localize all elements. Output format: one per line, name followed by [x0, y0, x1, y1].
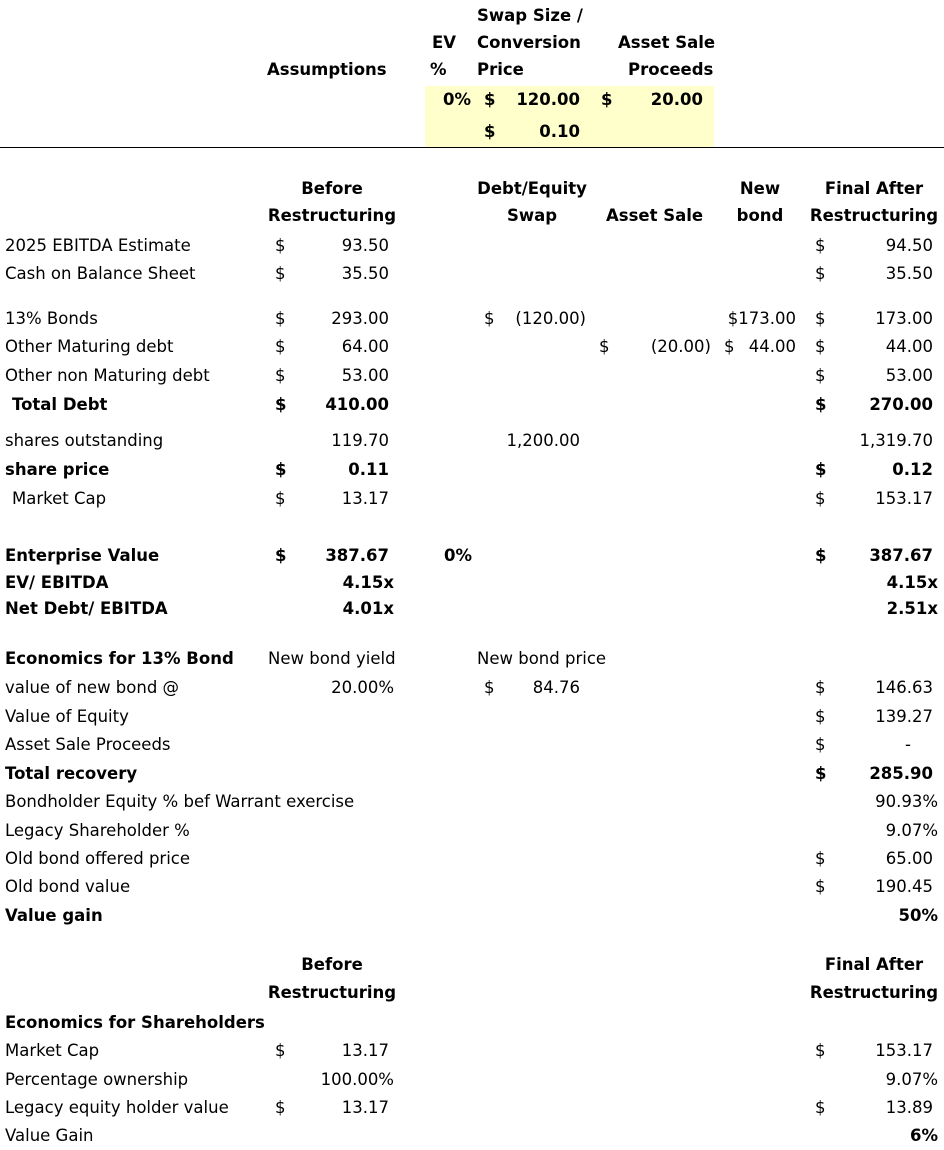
shareholder-economics-title: Economics for Shareholders [5, 1013, 265, 1032]
sh-col-final-line2: Restructuring [809, 983, 939, 1002]
currency-symbol: $ [275, 395, 287, 414]
currency-symbol: $ [815, 849, 826, 868]
row-label: Cash on Balance Sheet [5, 264, 196, 283]
row-label: Value Gain [5, 1126, 94, 1145]
row-label: Market Cap [12, 489, 107, 508]
cell-before: 100.00% [320, 1070, 394, 1089]
currency-symbol: $ [815, 764, 827, 783]
cell-final: 4.15x [886, 573, 938, 592]
cell-final: 173.00 [875, 309, 933, 328]
currency-symbol: $ [275, 1041, 286, 1060]
cell-final: 50% [898, 906, 938, 925]
header-swap-line2: Conversion [477, 33, 581, 52]
new-bond-yield-label: New bond yield [268, 649, 396, 668]
cell-final: 94.50 [885, 236, 933, 255]
assumption-asset-currency: $ [601, 90, 613, 109]
row-label: Legacy equity holder value [5, 1098, 229, 1117]
row-label: Old bond value [5, 877, 131, 896]
currency-symbol: $ [815, 1041, 826, 1060]
row-label: Total recovery [5, 764, 138, 783]
row-label: Total Debt [12, 395, 108, 414]
cell-final: 285.90 [869, 764, 933, 783]
currency-symbol: $ [275, 1098, 286, 1117]
row-label: Net Debt/ EBITDA [5, 599, 168, 618]
assumption-asset-sale[interactable]: 20.00 [650, 90, 703, 109]
cell-before: 119.70 [331, 431, 389, 450]
header-ev-line2: % [430, 60, 447, 79]
col-asset: Asset Sale [606, 206, 704, 225]
cell-before: 13.17 [341, 1098, 389, 1117]
cell-final: 9.07% [885, 1070, 938, 1089]
cell-final: 139.27 [875, 707, 933, 726]
cell-before: 64.00 [341, 337, 389, 356]
currency-symbol: $ [599, 337, 610, 356]
new-bond-price-label: New bond price [477, 649, 607, 668]
currency-symbol: $ [815, 366, 826, 385]
currency-symbol: $ [275, 546, 287, 565]
assumption-conversion-price[interactable]: 0.10 [539, 122, 580, 141]
row-label: Bondholder Equity % bef Warrant exercise [5, 792, 355, 811]
currency-symbol: $ [815, 735, 826, 754]
cell-final: 2.51x [886, 599, 938, 618]
col-final-line1: Final After [824, 179, 924, 198]
cell-newbond: $173.00 [727, 309, 796, 328]
cell-swap: (120.00) [515, 309, 586, 328]
currency-symbol: $ [275, 337, 286, 356]
cell-final: 190.45 [875, 877, 933, 896]
col-newbond-line1: New [739, 179, 781, 198]
cell-final: 153.17 [875, 489, 933, 508]
cell-before: 0.11 [348, 460, 389, 479]
cell-final: 65.00 [885, 849, 933, 868]
row-label: share price [5, 460, 110, 479]
cell-final: 35.50 [885, 264, 933, 283]
row-label: Market Cap [5, 1041, 100, 1060]
col-before-line2: Restructuring [267, 206, 397, 225]
cell-final: 6% [909, 1126, 938, 1145]
row-label: Value gain [5, 906, 103, 925]
cell-before: 35.50 [341, 264, 389, 283]
cell-ev-pct: 0% [444, 546, 473, 565]
currency-symbol: $ [484, 309, 495, 328]
cell-before: 93.50 [341, 236, 389, 255]
col-swap-line1: Debt/Equity [477, 179, 587, 198]
currency-symbol: $ [275, 489, 286, 508]
currency-symbol: $ [275, 460, 287, 479]
row-label: 2025 EBITDA Estimate [5, 236, 191, 255]
cell-before: 53.00 [341, 366, 389, 385]
cell-before: 13.17 [341, 489, 389, 508]
currency-symbol: $ [484, 678, 495, 697]
cell-before: 4.01x [342, 599, 394, 618]
currency-symbol: $ [275, 264, 286, 283]
cell-final: 270.00 [869, 395, 933, 414]
currency-symbol: $ [815, 236, 826, 255]
currency-symbol: $ [815, 489, 826, 508]
assumption-swap-size[interactable]: 120.00 [516, 90, 580, 109]
cell-final: 9.07% [885, 821, 938, 840]
assumption-ev-pct[interactable]: 0% [442, 90, 471, 109]
header-asset-line2: Proceeds [628, 60, 714, 79]
row-label: Percentage ownership [5, 1070, 189, 1089]
cell-final: 1,319.70 [859, 431, 933, 450]
cell-price: 84.76 [532, 678, 580, 697]
cell-before: 13.17 [341, 1041, 389, 1060]
bond-economics-title: Economics for 13% Bond [5, 649, 234, 668]
currency-symbol: $ [815, 309, 826, 328]
row-label: 13% Bonds [5, 309, 98, 328]
currency-symbol: $ [275, 236, 286, 255]
cell-final: 387.67 [869, 546, 933, 565]
currency-symbol: $ [815, 395, 827, 414]
cell-final: - [905, 735, 911, 754]
currency-symbol: $ [275, 366, 286, 385]
row-label: Enterprise Value [5, 546, 160, 565]
currency-symbol: $ [815, 877, 826, 896]
currency-symbol: $ [815, 460, 827, 479]
row-label: Asset Sale Proceeds [5, 735, 171, 754]
cell-before: 387.67 [325, 546, 389, 565]
currency-symbol: $ [724, 337, 735, 356]
currency-symbol: $ [815, 337, 826, 356]
header-swap-line3: Price [477, 60, 524, 79]
row-label: value of new bond @ [5, 678, 180, 697]
col-swap-line2: Swap [506, 206, 558, 225]
cell-before: 293.00 [331, 309, 389, 328]
cell-yield: 20.00% [331, 678, 394, 697]
currency-symbol: $ [815, 264, 826, 283]
cell-final: 146.63 [875, 678, 933, 697]
row-label: Value of Equity [5, 707, 129, 726]
cell-final: 153.17 [875, 1041, 933, 1060]
assumptions-label: Assumptions [267, 60, 387, 79]
cell-final: 53.00 [885, 366, 933, 385]
row-label: shares outstanding [5, 431, 164, 450]
currency-symbol: $ [815, 546, 827, 565]
cell-newbond: 44.00 [748, 337, 796, 356]
header-asset-line1: Asset Sale [618, 33, 716, 52]
cell-final: 90.93% [875, 792, 938, 811]
cell-before: 4.15x [342, 573, 394, 592]
row-label: Old bond offered price [5, 849, 191, 868]
col-before-line1: Before [301, 179, 363, 198]
assumption-price-currency: $ [484, 122, 496, 141]
cell-final: 0.12 [892, 460, 933, 479]
row-label: Other non Maturing debt [5, 366, 210, 385]
currency-symbol: $ [815, 678, 826, 697]
sh-col-before-line2: Restructuring [267, 983, 397, 1002]
cell-swap: 1,200.00 [506, 431, 580, 450]
header-swap-line1: Swap Size / [477, 6, 583, 25]
sh-col-before-line1: Before [301, 955, 363, 974]
row-label: Other Maturing debt [5, 337, 174, 356]
cell-final: 44.00 [885, 337, 933, 356]
header-ev-line1: EV [432, 33, 457, 52]
currency-symbol: $ [275, 309, 286, 328]
col-final-line2: Restructuring [809, 206, 939, 225]
row-label: EV/ EBITDA [5, 573, 109, 592]
col-newbond-line2: bond [736, 206, 784, 225]
cell-asset: (20.00) [650, 337, 711, 356]
cell-before: 410.00 [325, 395, 389, 414]
assumption-swap-currency: $ [484, 90, 496, 109]
currency-symbol: $ [815, 1098, 826, 1117]
currency-symbol: $ [815, 707, 826, 726]
sh-col-final-line1: Final After [824, 955, 924, 974]
row-label: Legacy Shareholder % [5, 821, 190, 840]
header-divider [0, 147, 944, 148]
cell-final: 13.89 [885, 1098, 933, 1117]
